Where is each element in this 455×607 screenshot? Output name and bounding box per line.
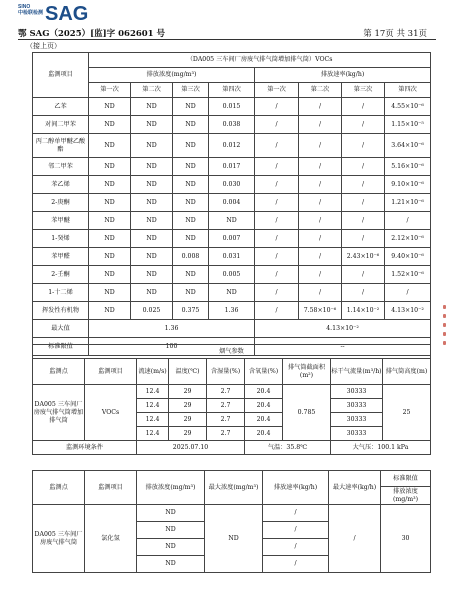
flue-cell: 20.4 [245,427,283,441]
voc-cell: / [299,266,342,284]
hcl-point: DA005 三车间厂房废气排气筒 [33,505,85,573]
voc-cell: ND [89,116,131,134]
voc-row [33,266,431,284]
flue-cell: 30333 [331,413,383,427]
flue-cell: 29 [169,413,207,427]
col-header: 温度(℃) [169,359,207,385]
voc-cell: / [299,158,342,176]
voc-cell: ND [89,134,131,158]
voc-cell: ND [173,284,209,302]
flue-cell: 12.4 [137,413,169,427]
voc-cell: 0.031 [209,248,255,266]
voc-cell: 0.007 [209,230,255,248]
voc-cell: / [299,212,342,230]
hcl-header: 监测项目 [85,471,137,505]
voc-cell: ND [131,176,173,194]
time-header: 第三次 [173,83,209,98]
voc-cell: ND [173,98,209,116]
hcl-header: 最大速率(kg/h) [329,471,381,505]
voc-cell: 7.58×10⁻⁶ [299,302,342,320]
hcl-conc: ND [137,556,205,573]
voc-row [33,158,431,176]
limit-conc: 100 [89,338,255,356]
logo-top-text: SINO [18,4,31,10]
voc-cell: / [255,302,299,320]
voc-item-name: 苯甲醚 [33,212,89,230]
voc-cell: 0.012 [209,134,255,158]
flue-cell: 2.7 [207,399,245,413]
voc-cell: 0.005 [209,266,255,284]
voc-item-name: 丙二醇单甲醚乙酸酯 [33,134,89,158]
voc-cell: / [299,284,342,302]
voc-cell: ND [173,266,209,284]
flue-cell: 2.7 [207,427,245,441]
voc-cell: ND [209,284,255,302]
voc-cell: 0.038 [209,116,255,134]
hcl-item: 氯化氢 [85,505,137,573]
limit-rate: -- [255,338,431,356]
voc-item-name: 2-壬酮 [33,266,89,284]
voc-item-name: 挥发性有机物 [33,302,89,320]
company-logo [18,4,88,24]
voc-cell: / [255,158,299,176]
voc-cell: / [299,116,342,134]
voc-cell: ND [173,230,209,248]
voc-table [32,52,431,356]
voc-cell: / [342,158,385,176]
hcl-rate: / [263,505,329,522]
col-header: 含氧量(%) [245,359,283,385]
voc-row [33,248,431,266]
env-temp: 气温：35.8℃ [245,441,331,455]
time-header: 第三次 [342,83,385,98]
col-header: 流速(m/s) [137,359,169,385]
max-conc: 1.36 [89,320,255,338]
voc-cell: / [299,194,342,212]
voc-item-name: 2-庚酮 [33,194,89,212]
voc-cell: ND [131,116,173,134]
voc-cell: / [342,98,385,116]
voc-row [33,284,431,302]
voc-row [33,134,431,158]
voc-cell: ND [173,212,209,230]
voc-cell: ND [131,248,173,266]
voc-cell: / [342,284,385,302]
flue-cell: 30333 [331,427,383,441]
voc-row [33,98,431,116]
voc-cell: / [299,98,342,116]
voc-cell: ND [173,194,209,212]
voc-cell: / [255,230,299,248]
voc-cell: / [299,176,342,194]
time-header: 第四次 [385,83,431,98]
voc-item-name: 邻二甲苯 [33,158,89,176]
time-header: 第四次 [209,83,255,98]
voc-cell: ND [173,116,209,134]
hcl-header: 排放浓度(mg/m³) [137,471,205,505]
voc-cell: ND [89,158,131,176]
voc-cell: / [342,176,385,194]
voc-cell: 9.10×10⁻⁶ [385,176,431,194]
page-number: 第 17页 共 31页 [363,29,427,39]
voc-cell: 0.030 [209,176,255,194]
logo-main-text: SAG [45,3,89,25]
flue-cell: 12.4 [137,399,169,413]
voc-item-name: 1-十二烯 [33,284,89,302]
time-header: 第二次 [299,83,342,98]
col-header: 标干气流量(m³/h) [331,359,383,385]
voc-cell: 1.52×10⁻⁶ [385,266,431,284]
voc-cell: / [255,284,299,302]
flue-cell: 20.4 [245,399,283,413]
time-header: 第一次 [89,83,131,98]
voc-cell: ND [89,302,131,320]
flue-height: 25 [383,385,431,441]
hcl-conc: ND [137,539,205,556]
voc-cell: ND [173,134,209,158]
col-header: 监测点 [33,359,85,385]
hcl-conc: ND [137,505,205,522]
voc-cell: ND [131,158,173,176]
max-label: 最大值 [33,320,89,338]
voc-cell: / [342,116,385,134]
voc-cell: / [299,134,342,158]
voc-cell: / [299,248,342,266]
flue-cell: 20.4 [245,413,283,427]
voc-cell: ND [131,284,173,302]
voc-item-name: 苯乙烯 [33,176,89,194]
hcl-conc: ND [137,522,205,539]
voc-row [33,194,431,212]
col-header: 排气筒截面积(m²) [283,359,331,385]
voc-cell: 5.16×10⁻⁶ [385,158,431,176]
voc-cell: ND [131,194,173,212]
voc-row [33,302,431,320]
hcl-rate: / [263,539,329,556]
voc-cell: ND [89,98,131,116]
voc-cell: ND [89,230,131,248]
voc-cell: ND [89,266,131,284]
env-pressure: 大气压：100.1 kPa [331,441,431,455]
voc-cell: / [342,212,385,230]
voc-row [33,116,431,134]
flue-cell: 12.4 [137,385,169,399]
flue-cell: 29 [169,385,207,399]
hcl-rate: / [263,556,329,573]
voc-cell: / [255,134,299,158]
env-date: 2025.07.10 [137,441,245,455]
voc-cell: / [342,194,385,212]
voc-cell: ND [89,284,131,302]
voc-cell: ND [173,158,209,176]
env-label: 监测环境条件 [33,441,137,455]
voc-cell: 4.55×10⁻⁶ [385,98,431,116]
voc-cell: 2.43×10⁻⁶ [342,248,385,266]
hcl-limit-sub: 排放浓度(mg/m³) [381,487,431,505]
voc-cell: / [342,134,385,158]
hcl-max-conc: ND [205,505,263,573]
voc-cell: 4.13×10⁻² [385,302,431,320]
hcl-header: 最大浓度(mg/m³) [205,471,263,505]
voc-cell: 0.008 [173,248,209,266]
flue-cell: 12.4 [137,427,169,441]
report-number: 鄂 SAG（2025）[监]字 062601 号 [18,29,166,39]
header-rule [18,39,436,40]
voc-cell: / [255,266,299,284]
col-header: 排气筒高度(m) [383,359,431,385]
flue-cell: 30333 [331,399,383,413]
voc-cell: 0.025 [131,302,173,320]
max-rate: 4.13×10⁻² [255,320,431,338]
flue-cell: 20.4 [245,385,283,399]
limit-label: 标准限值 [33,338,89,356]
hcl-header: 监测点 [33,471,85,505]
flue-point: DA005 三车间厂房废气排气筒增加排气筒 [33,385,85,441]
item-header: 监测项目 [33,53,89,98]
flue-cell: 30333 [331,385,383,399]
voc-cell: 2.12×10⁻⁶ [385,230,431,248]
voc-row [33,176,431,194]
voc-item-name: 对间二甲苯 [33,116,89,134]
voc-row [33,212,431,230]
rate-header: 排放速率(kg/h) [255,68,431,83]
hcl-table [32,470,431,573]
voc-cell: 0.004 [209,194,255,212]
voc-cell: 0.017 [209,158,255,176]
voc-cell: ND [89,212,131,230]
voc-cell: ND [209,212,255,230]
voc-item-name: 苯甲醛 [33,248,89,266]
flue-cell: 29 [169,427,207,441]
voc-cell: ND [89,176,131,194]
hcl-header: 排放速率(kg/h) [263,471,329,505]
voc-cell: / [255,212,299,230]
logo-cn-text: 中检联检测 [18,10,44,16]
voc-cell: ND [89,194,131,212]
time-header: 第二次 [131,83,173,98]
voc-cell: / [255,194,299,212]
hcl-rate: / [263,522,329,539]
voc-cell: ND [89,248,131,266]
voc-cell: / [385,212,431,230]
voc-cell: ND [131,212,173,230]
voc-cell: 9.40×10⁻⁶ [385,248,431,266]
col-header: 含湿量(%) [207,359,245,385]
voc-cell: 1.15×10⁻⁵ [385,116,431,134]
voc-cell: ND [131,134,173,158]
voc-cell: ND [131,98,173,116]
seal-edge-stamp [440,300,448,360]
flue-area: 0.785 [283,385,331,441]
voc-cell: ND [131,266,173,284]
voc-cell: ND [173,176,209,194]
col-header: 监测项目 [85,359,137,385]
voc-cell: ND [131,230,173,248]
flue-cell: 2.7 [207,385,245,399]
voc-cell: 1.36 [209,302,255,320]
flue-cell: 29 [169,399,207,413]
hcl-max-rate: / [329,505,381,573]
flue-table [32,344,431,455]
hcl-limit-header: 标准限值 [381,471,431,487]
voc-cell: / [255,98,299,116]
voc-cell: / [342,266,385,284]
voc-title: （DA005 三车间厂房废气排气筒增加排气筒）VOCs [89,53,431,68]
voc-item-name: 乙苯 [33,98,89,116]
flue-title: 烟气参数 [33,345,431,359]
voc-cell: 3.64×10⁻⁶ [385,134,431,158]
time-header: 第一次 [255,83,299,98]
voc-cell: 0.375 [173,302,209,320]
voc-item-name: 1-癸烯 [33,230,89,248]
flue-cell: 2.7 [207,413,245,427]
conc-header: 排放浓度(mg/m³) [89,68,255,83]
voc-cell: 1.14×10⁻² [342,302,385,320]
voc-cell: / [385,284,431,302]
hcl-limit: 30 [381,505,431,573]
voc-cell: / [255,116,299,134]
voc-row [33,230,431,248]
flue-item: VOCs [85,385,137,441]
voc-cell: / [299,230,342,248]
voc-cell: 1.21×10⁻⁶ [385,194,431,212]
continued-note: （接上页） [26,42,61,50]
voc-cell: / [255,176,299,194]
voc-cell: / [342,230,385,248]
voc-cell: / [255,248,299,266]
voc-cell: 0.015 [209,98,255,116]
